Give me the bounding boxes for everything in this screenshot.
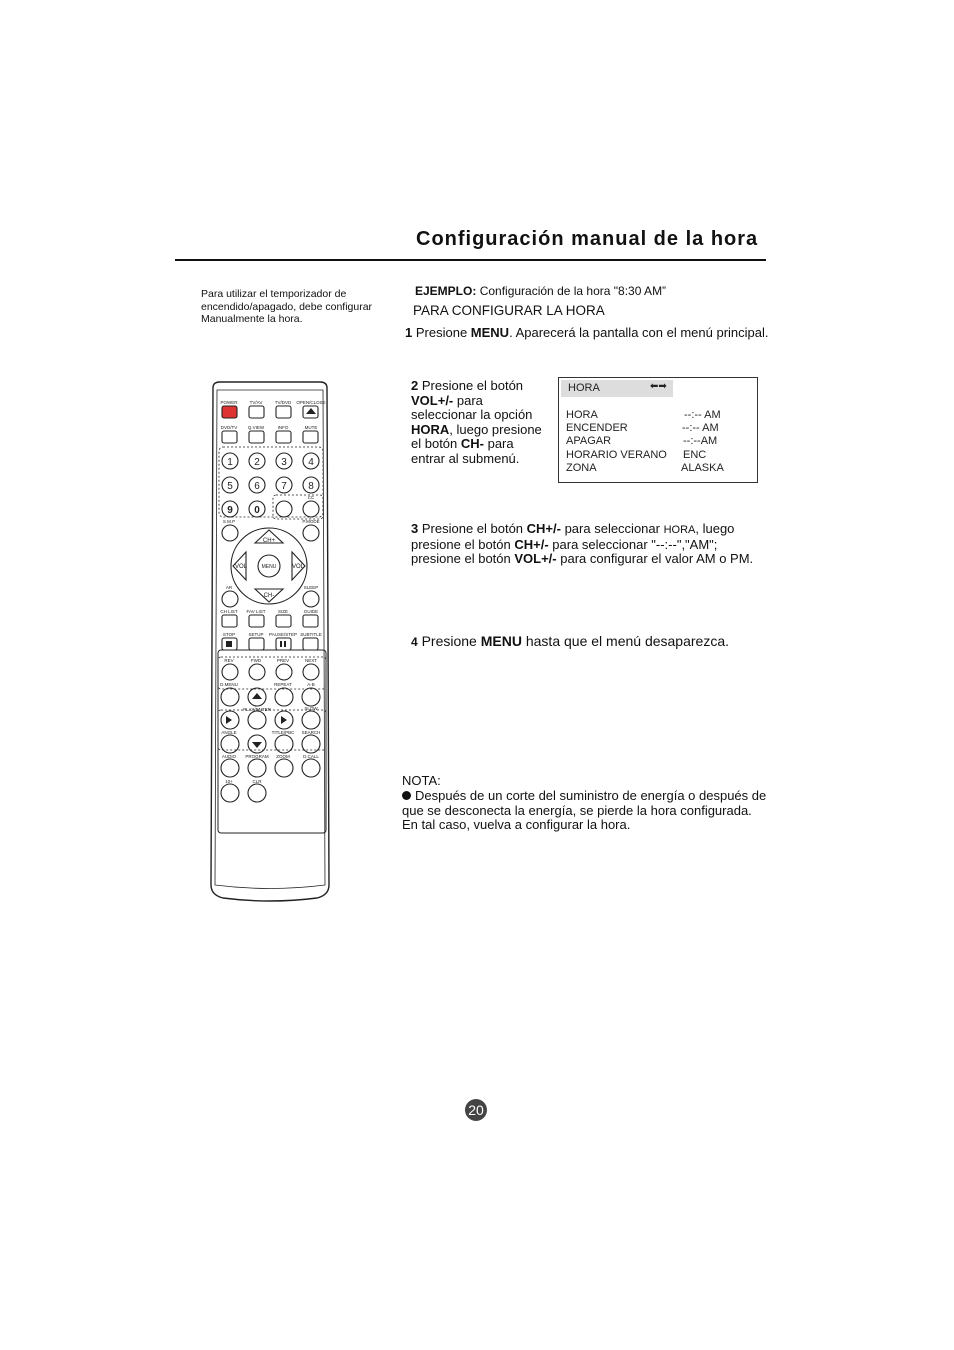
remote-label: SETUP (248, 632, 264, 637)
remote-label: SUBTITLE (300, 632, 322, 637)
section-heading: PARA CONFIGURAR LA HORA (413, 303, 605, 318)
example-line (415, 284, 666, 298)
remote-label: ANGLE (221, 730, 237, 735)
remote-label: ZOOM (276, 754, 290, 759)
remote-label: INFO (277, 425, 289, 430)
remote-label: REPEAT (274, 682, 292, 687)
remote-label: AUDIO (221, 754, 237, 759)
step-number: 3 (411, 521, 419, 536)
menu-row-value: --:--AM (683, 435, 718, 447)
step-keyword: CH- (460, 436, 484, 451)
left-right-arrows-icon: ⬅➡ (650, 381, 667, 392)
remote-label: P.MODE (302, 519, 320, 524)
step-keyword: CH+/- (514, 536, 549, 552)
remote-label: PAUSE/STEP (269, 632, 297, 637)
step-keyword: MENU (480, 633, 522, 649)
bullet-icon (402, 791, 411, 800)
step-text: hasta que el menú desaparezca. (521, 633, 729, 649)
menu-header-label: HORA (568, 382, 600, 394)
remote-label: STOP (222, 632, 236, 637)
step-text: para seleccionar (560, 521, 664, 536)
step-text: para seleccionar la opción (411, 392, 533, 422)
menu-row-label: HORA (566, 409, 598, 421)
remote-digit: 0 (254, 505, 260, 516)
remote-digit: 7 (281, 481, 287, 492)
note-label: NOTA: (402, 773, 441, 788)
remote-digit: 1 (227, 457, 233, 468)
remote-label: TV/DVD (274, 400, 292, 405)
remote-digit: 8 (308, 481, 314, 492)
step-keyword: MENU (470, 325, 510, 340)
step-text: , luego presione el botón (411, 521, 735, 552)
remote-label: A-B (307, 682, 315, 687)
remote-digit: 3 (281, 457, 287, 468)
menu-row-value: --:-- AM (684, 409, 721, 421)
remote-control-illustration (205, 380, 335, 902)
step-keyword: VOL+/- (411, 392, 454, 408)
remote-label: AR (225, 585, 233, 590)
remote-digit: 9 (227, 505, 233, 516)
menu-row-value: --:-- AM (682, 422, 719, 434)
step-number: 1 (405, 325, 413, 340)
step-keyword: HORA (663, 524, 696, 536)
title-divider (175, 259, 766, 261)
example-label: EJEMPLO: (415, 284, 477, 298)
step-number: 4 (411, 635, 418, 649)
page-number: 20 (465, 1099, 487, 1121)
remote-label: TV/AV (249, 400, 263, 405)
step-4 (411, 633, 729, 649)
step-number: 2 (411, 378, 419, 393)
remote-label: NEXT (304, 658, 318, 663)
example-text: Configuración de la hora "8:30 AM” (479, 284, 667, 298)
step-keyword: VOL+/- (514, 551, 557, 566)
step-keyword: HORA (411, 421, 450, 437)
remote-digit: 6 (254, 481, 260, 492)
remote-label: SLEEP (303, 585, 319, 590)
menu-row-value: ALASKA (681, 462, 724, 474)
remote-label: PREV (276, 658, 290, 663)
remote-digit: 2 (254, 457, 260, 468)
remote-label: MENU (261, 564, 277, 570)
remote-label: SLOW (304, 706, 318, 711)
intro-text: Para utilizar el temporizador de encendido/apagado, debe configurar Manualmente la hora. (201, 288, 373, 325)
remote-label: PLAY/ENTER (243, 707, 271, 712)
remote-label: POWER (220, 400, 238, 405)
remote-label: SEARCH (301, 730, 321, 735)
menu-screen (558, 377, 758, 483)
remote-label: D.MENU (220, 682, 238, 687)
remote-label: S.M.P (222, 519, 236, 524)
note-body (402, 789, 770, 833)
remote-label: 10+ (225, 779, 233, 784)
remote-label: CLR (252, 779, 262, 784)
step-text: , luego presione el botón (411, 421, 542, 451)
note-text: Después de un corte del suministro de energía o después de que se desconecta la energía, se pierde la hora configurada. En tal caso, vuelva a configurar la hora. (402, 788, 767, 832)
remote-label: DVD/TV (220, 425, 238, 430)
step-text: Presione (421, 633, 481, 649)
step-text: Presione el botón (421, 378, 524, 393)
remote-label: VOL (291, 564, 305, 570)
step-2 (411, 379, 551, 466)
remote-digit: 4 (308, 457, 314, 468)
remote-label: CC (307, 495, 315, 500)
menu-row-value: ENC (683, 449, 707, 461)
step-text: Presione (415, 325, 471, 340)
remote-label: GUIDE (303, 609, 319, 614)
remote-label: REV (224, 658, 234, 663)
step-3 (411, 522, 761, 567)
menu-header (561, 380, 673, 397)
step-text: para entrar al submenú. (411, 436, 520, 466)
remote-label: Q.VIEW (247, 425, 265, 430)
remote-digit: 5 (227, 481, 233, 492)
remote-label: PROGRAM (245, 754, 269, 759)
remote-label: SIZE (277, 609, 289, 614)
page-title: Configuración manual de la hora (416, 228, 759, 250)
step-text: . Aparecerá la pantalla con el menú principal. (509, 325, 769, 340)
remote-label: CH+ (262, 538, 276, 544)
remote-label: CH- (263, 593, 275, 599)
step-1 (405, 326, 769, 341)
remote-label: CH LIST (220, 609, 238, 614)
remote-label: MUTE (304, 425, 318, 430)
menu-row-label: APAGAR (566, 435, 612, 447)
step-text: para configurar el valor AM o PM. (556, 551, 754, 566)
menu-row-label: ZONA (566, 462, 597, 474)
menu-row-label: HORARIO VERANO (566, 449, 667, 461)
remote-label: D.CALL (303, 754, 319, 759)
remote-label: OPEN/CLOSE (296, 400, 326, 405)
remote-label: FAV LIST (246, 609, 266, 614)
remote-label: TITLE/PBC (271, 730, 295, 735)
remote-label: FWD (250, 658, 262, 663)
step-text: para seleccionar "--:--","AM"; presione el botón (411, 536, 718, 566)
step-text: Presione el botón (421, 521, 527, 536)
menu-row-label: ENCENDER (566, 422, 628, 434)
step-keyword: CH+/- (526, 521, 561, 536)
remote-label: VOL (234, 564, 248, 570)
